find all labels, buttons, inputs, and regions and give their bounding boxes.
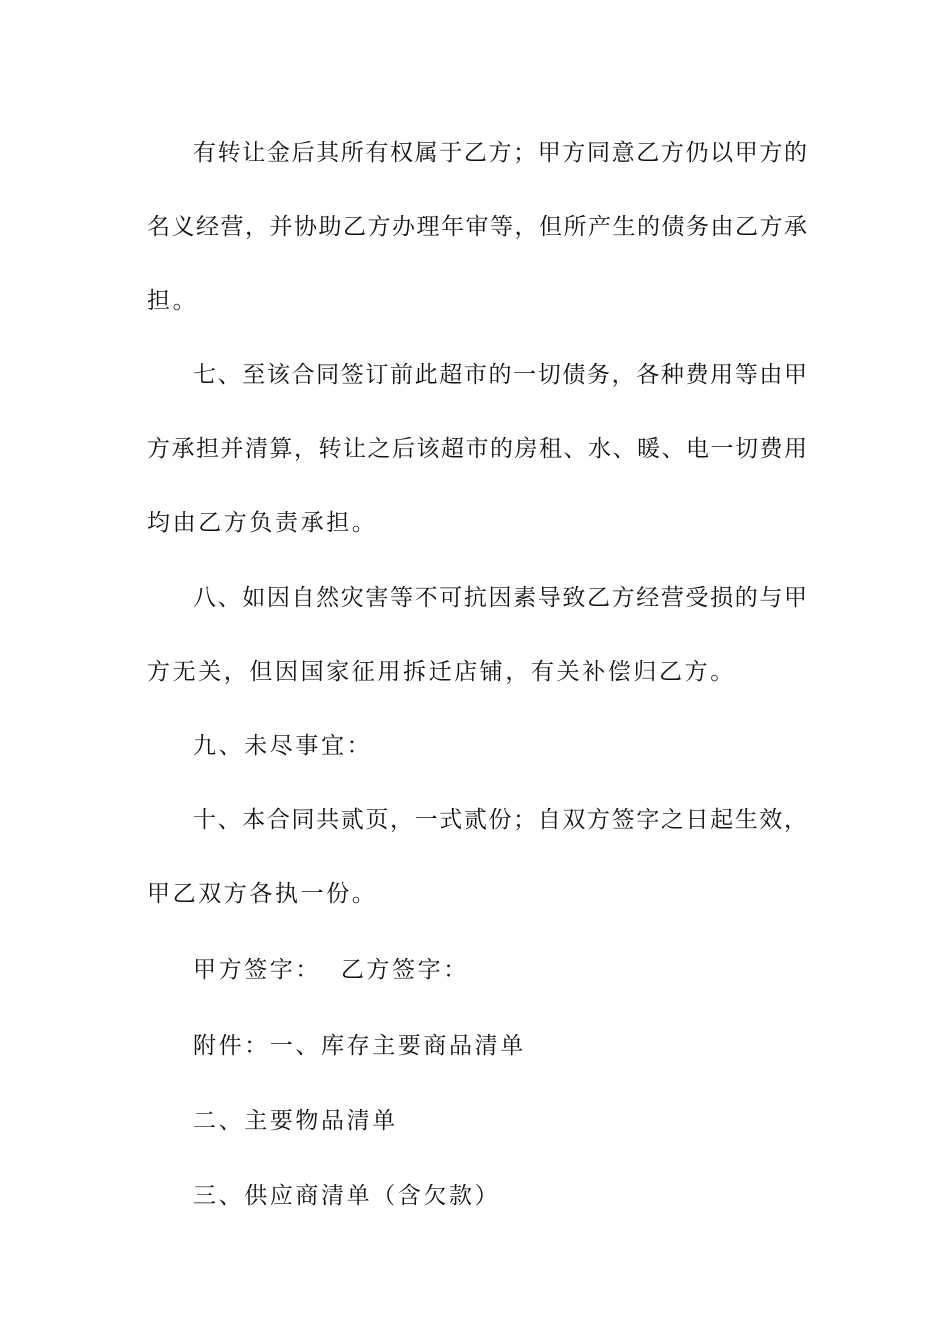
paragraph-line: 有转让金后其所有权属于乙方；甲方同意乙方仍以甲方的 — [193, 140, 807, 166]
clause-8-line: 八、如因自然灾害等不可抗因素导致乙方经营受损的与甲 — [193, 585, 807, 611]
paragraph-line: 甲乙双方各执一份。 — [147, 881, 378, 907]
clause-7-line: 七、至该合同签订前此超市的一切债务，各种费用等由甲 — [193, 362, 807, 388]
attachment-heading: 附件：一、库存主要商品清单 — [193, 1033, 526, 1059]
paragraph-line: 均由乙方负责承担。 — [147, 510, 378, 536]
clause-9-line: 九、未尽事宜： — [193, 733, 373, 759]
paragraph-line: 方承担并清算，转让之后该超市的房租、水、暖、电一切费用 — [147, 436, 807, 462]
attachment-item: 二、主要物品清单 — [193, 1108, 398, 1134]
signature-line: 甲方签字： 乙方签字： — [193, 957, 469, 983]
paragraph-line: 名义经营，并协助乙方办理年审等，但所产生的债务由乙方承 — [147, 214, 807, 240]
paragraph-line: 方无关，但因国家征用拆迁店铺，有关补偿归乙方。 — [147, 659, 736, 685]
clause-10-line: 十、本合同共贰页，一式贰份；自双方签字之日起生效， — [193, 807, 807, 833]
attachment-item: 三、供应商清单（含欠款） — [193, 1183, 501, 1209]
paragraph-line: 担。 — [147, 288, 199, 314]
